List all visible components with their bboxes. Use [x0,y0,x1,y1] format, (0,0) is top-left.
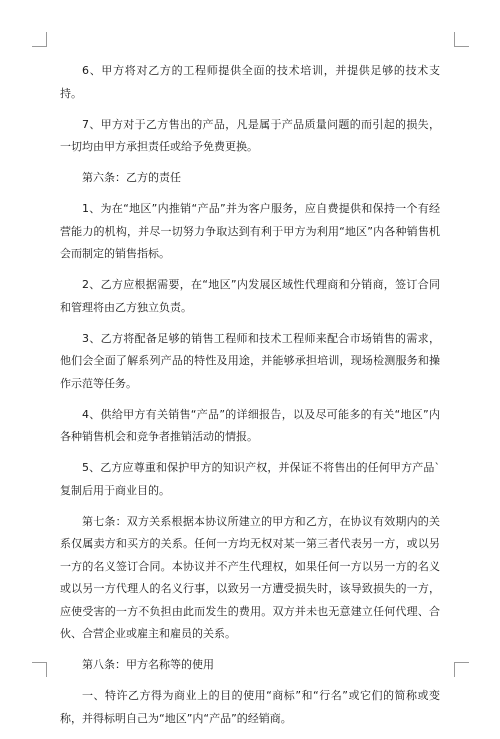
clause-6-item-2: 2、乙方应根据需要，在“地区”内发展区域性代理商和分销商，签订合同和管理将由乙方独立负责。 [60,278,440,314]
clause-6-item-1: 1、为在“地区”内推销“产品”并为客户服务，应自费提供和保持一个有经营能力的机构，并尽一切努力争取达到有利于甲方为利用“地区”内各种销售机会而制定的销售指标。 [60,202,440,260]
crop-mark-top-left [32,32,47,47]
clause-8-heading: 第八条：甲方名称等的使用 [82,658,214,671]
clause-5-item-6: 6、甲方将对乙方的工程师提供全面的技术培训，并提供足够的技术支持。 [60,64,440,100]
clause-8-item-1: 一、特许乙方得为商业上的目的使用“商标”和“行名”或它们的简称或变称，并得标明自己为“地区”内“产品”的经销商。 [60,689,440,725]
clause-6-heading: 第六条：乙方的责任 [82,171,181,184]
clause-6-item-3: 3、乙方将配备足够的销售工程师和技术工程师来配合市场销售的需求，他们会全面了解系列产品的特性及用途，并能够承担培训，现场检测服务和操作示范等任务。 [60,331,440,390]
clause-6-item-4: 4、供给甲方有关销售“产品”的详细报告，以及尽可能多的有关“地区”内各种销售机会和竞争者推销活动的情报。 [60,407,440,443]
clause-6-item-5: 5、乙方应尊重和保护甲方的知识产权，并保证不将售出的任何甲方产品`复制后用于商业目的。 [60,461,440,497]
clause-5-item-7: 7、甲方对于乙方售出的产品，凡是属于产品质量问题的而引起的损失，一切均由甲方承担责任或给予免费更换。 [60,117,440,153]
clause-7-relationship: 第七条：双方关系根据本协议所建立的甲方和乙方，在协议有效期内的关系仅属卖方和买方的关系。任何一方均无权对某一第三者代表另一方，或以另一方的名义签订合同。本协议并不产生代理权，如果任何一方以另一方的名义或以另一方代理人的名义行事，以致另一方遭受损失时，该导致损失的一方，应使受害的一方不负担由此而发生的费用。双方并未也无意建立任何代理、合伙、合营企业或雇主和雇员的关系。 [60,514,440,640]
crop-mark-top-right [454,32,469,47]
crop-mark-bottom-left [32,662,47,677]
document-body [60,60,440,739]
crop-mark-bottom-right [454,662,469,677]
